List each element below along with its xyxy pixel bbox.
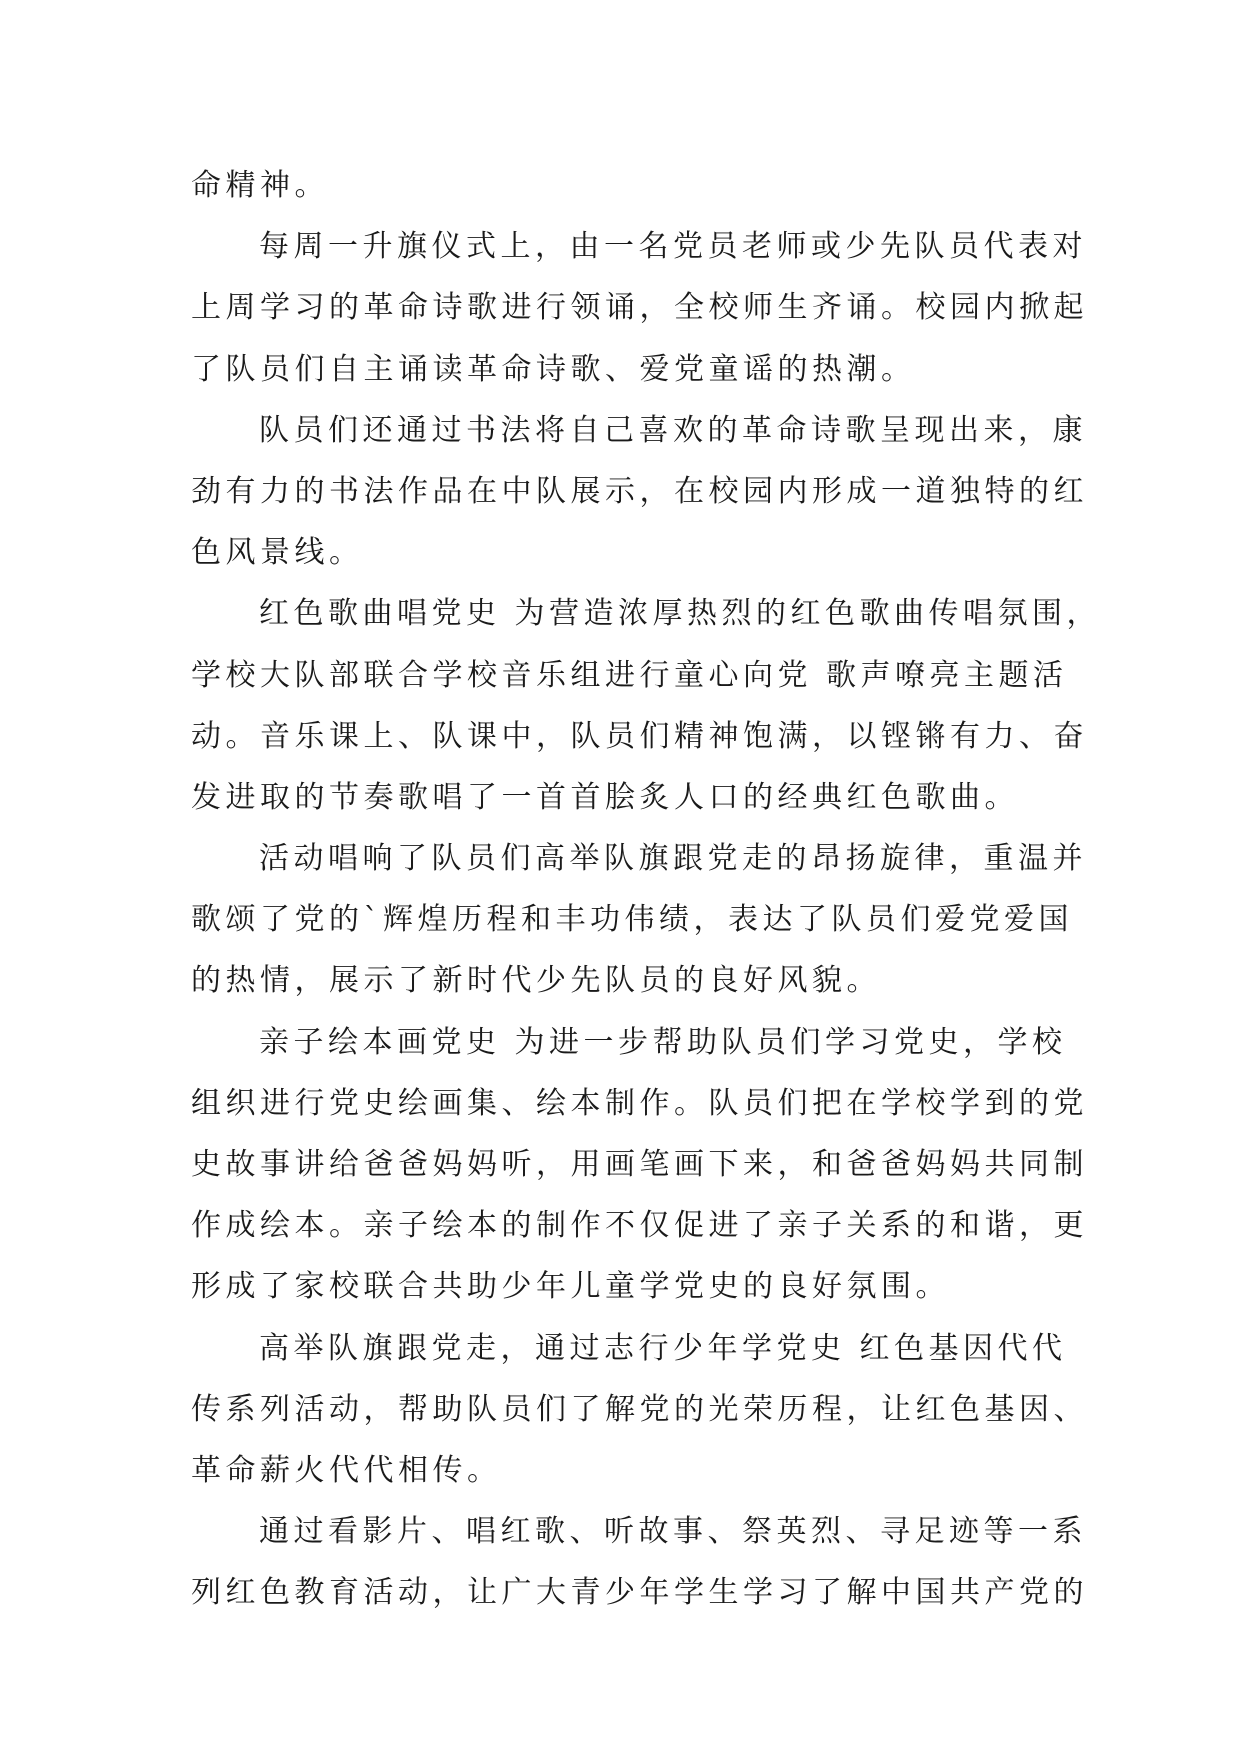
- document-body: [191, 155, 1102, 1624]
- text-line: 组织进行党史绘画集、绘本制作。队员们把在学校学到的党: [191, 1085, 1088, 1121]
- text-line: 发进取的节奏歌唱了一首首脍炙人口的经典红色歌曲。: [191, 779, 1019, 815]
- text-line: 队员们还通过书法将自己喜欢的革命诗歌呈现出来，康: [259, 412, 1087, 448]
- text-line: 命精神。: [191, 168, 329, 203]
- text-line: 歌颂了党的`辉煌历程和丰功伟绩，表达了队员们爱党爱国: [191, 902, 1073, 938]
- text-line: 动。音乐课上、队课中，队员们精神饱满，以铿锵有力、奋: [191, 718, 1088, 754]
- text-line: 学校大队部联合学校音乐组进行童心向党 歌声嘹亮主题活: [191, 657, 1068, 693]
- text-line: 劲有力的书法作品在中队展示，在校园内形成一道独特的红: [191, 473, 1088, 509]
- text-line: 革命薪火代代相传。: [191, 1452, 502, 1488]
- text-line: 形成了家校联合共助少年儿童学党史的良好氛围。: [191, 1269, 950, 1305]
- text-line: 色风景线。: [191, 535, 364, 571]
- text-line: 了队员们自主诵读革命诗歌、爱党童谣的热潮。: [191, 351, 916, 387]
- text-line: 每周一升旗仪式上，由一名党员老师或少先队员代表对: [259, 229, 1087, 265]
- text-line: 列红色教育活动，让广大青少年学生学习了解中国共产党的: [191, 1575, 1088, 1611]
- text-line: 上周学习的革命诗歌进行领诵，全校师生齐诵。校园内掀起: [191, 290, 1088, 326]
- text-line: 红色歌曲唱党史 为营造浓厚热烈的红色歌曲传唱氛围，: [259, 596, 1102, 632]
- text-line: 高举队旗跟党走，通过志行少年学党史 红色基因代代: [259, 1330, 1067, 1366]
- text-line: 的热情，展示了新时代少先队员的良好风貌。: [191, 963, 881, 999]
- text-line: 传系列活动，帮助队员们了解党的光荣历程，让红色基因、: [191, 1391, 1088, 1427]
- text-line: 亲子绘本画党史 为进一步帮助队员们学习党史，学校: [259, 1024, 1067, 1060]
- text-line: 作成绘本。亲子绘本的制作不仅促进了亲子关系的和谐，更: [191, 1208, 1088, 1244]
- text-line: 通过看影片、唱红歌、听故事、祭英烈、寻足迹等一系: [259, 1514, 1087, 1550]
- text-line: 史故事讲给爸爸妈妈听，用画笔画下来，和爸爸妈妈共同制: [191, 1147, 1088, 1182]
- text-line: 活动唱响了队员们高举队旗跟党走的昂扬旋律，重温并: [259, 841, 1087, 877]
